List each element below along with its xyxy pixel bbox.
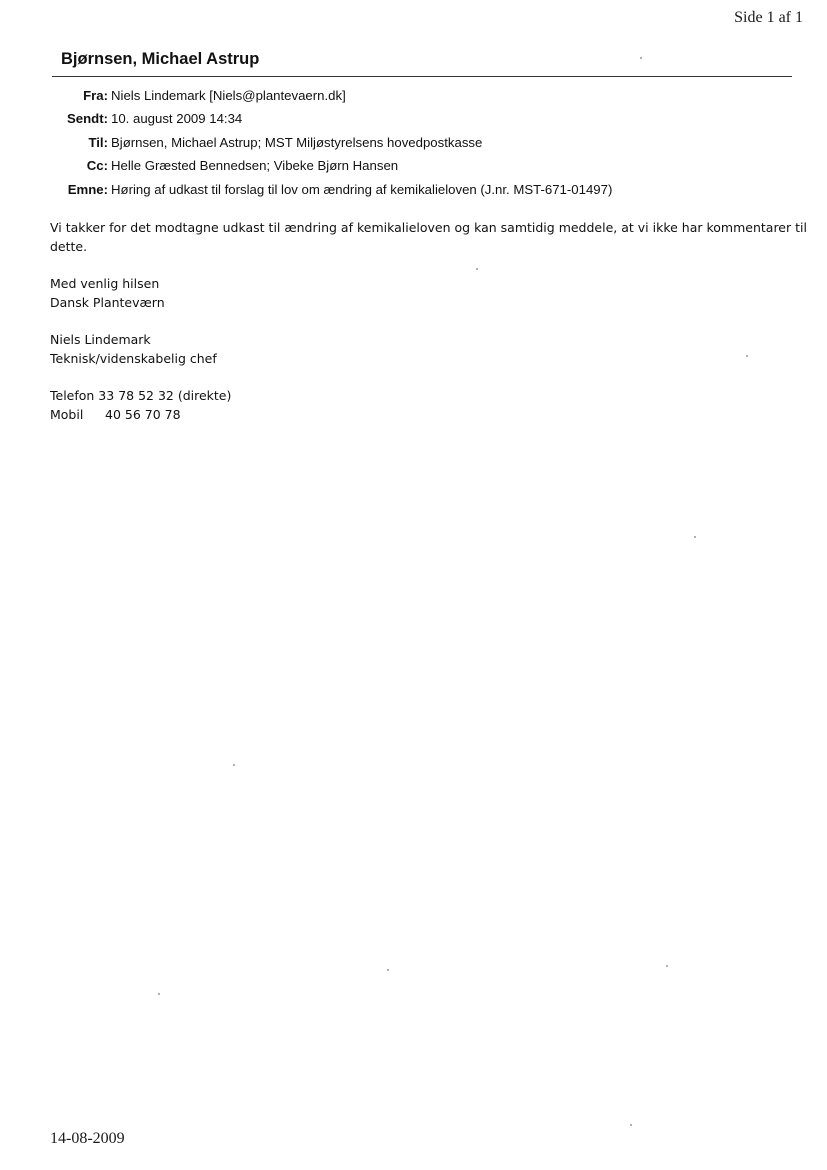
organization: Dansk Planteværn	[50, 295, 165, 310]
subject-row	[50, 182, 612, 205]
cc-value: Helle Græsted Bennedsen; Vibeke Bjørn Hansen	[111, 158, 399, 174]
body-line-1: Vi takker for det modtagne udkast til ændring af kemikalieloven og kan samtidig meddele, at vi ikke har kommentarer til	[50, 220, 807, 235]
subject-value: Høring af udkast til forslag til lov om ændring af kemikalieloven (J.nr. MST-671-01497)	[111, 181, 613, 197]
scan-speck	[476, 268, 478, 270]
scan-speck	[387, 969, 389, 971]
to-row	[50, 135, 612, 158]
from-row	[50, 88, 612, 111]
email-header-fields	[50, 88, 612, 205]
sent-row	[50, 111, 612, 134]
email-body	[50, 218, 810, 442]
signer-name: Niels Lindemark	[50, 332, 151, 347]
cc-label: Cc:	[86, 158, 108, 174]
contact-block	[50, 386, 810, 424]
mobile-label: Mobil	[50, 407, 84, 422]
scan-speck	[233, 764, 235, 766]
body-line-2: dette.	[50, 239, 88, 254]
scan-speck	[158, 993, 160, 995]
greeting: Med venlig hilsen	[50, 276, 160, 291]
from-value: Niels Lindemark [Niels@plantevaern.dk]	[111, 88, 346, 103]
body-paragraph	[50, 218, 810, 256]
signature-block	[50, 330, 810, 368]
to-label: Til:	[88, 134, 108, 150]
signer-title: Teknisk/videnskabelig chef	[50, 351, 217, 366]
scan-speck	[746, 355, 748, 357]
footer-date: 14-08-2009	[50, 1130, 125, 1147]
sent-value: 10. august 2009 14:34	[111, 111, 243, 127]
mobile-value: 40 56 70 78	[105, 407, 181, 422]
subject-label: Emne:	[67, 181, 108, 197]
scan-speck	[666, 965, 668, 967]
scan-speck	[694, 536, 696, 538]
scan-speck	[630, 1124, 632, 1126]
page-number: Side 1 af 1	[734, 9, 803, 26]
closing-block	[50, 274, 810, 312]
sender-name-heading: Bjørnsen, Michael Astrup	[61, 50, 260, 68]
to-value: Bjørnsen, Michael Astrup; MST Miljøstyrelsens hovedpostkasse	[111, 134, 483, 150]
sent-label: Sendt:	[66, 111, 108, 127]
header-divider	[52, 76, 792, 77]
mobile-row	[50, 405, 810, 424]
scan-speck	[640, 57, 642, 59]
cc-row	[50, 158, 612, 181]
phone-line: Telefon 33 78 52 32 (direkte)	[50, 388, 232, 403]
from-label: Fra:	[83, 88, 108, 103]
